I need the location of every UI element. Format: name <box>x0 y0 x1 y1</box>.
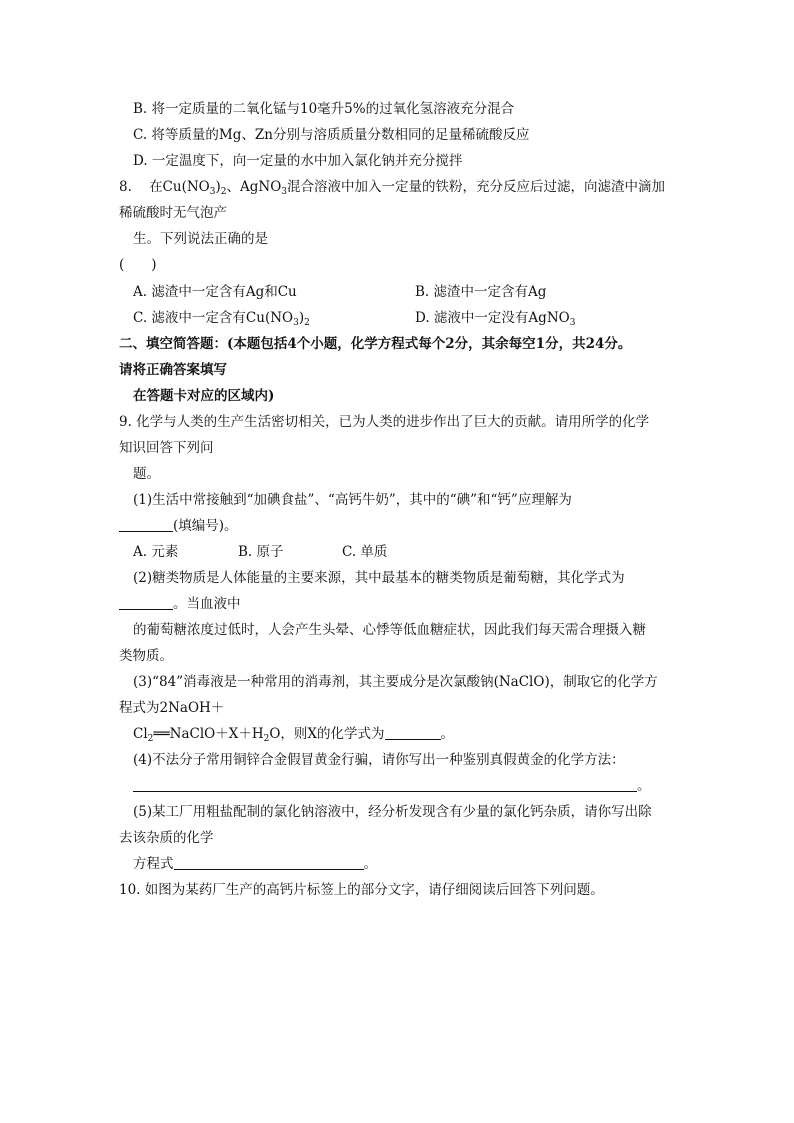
section2-header-line3: 在答题卡对应的区域内) <box>133 388 275 404</box>
q10-stem: 10. 如图为某药厂生产的高钙片标签上的部分文字，请仔细阅读后回答下列问题。 <box>119 882 604 898</box>
q8-option-c: C. 滤液中一定含有$Cu(NO_3)_2$ <box>133 310 310 328</box>
q9-part1-option-a: A. 元素 <box>133 544 179 560</box>
q9-part4-line2: 。 <box>133 777 651 795</box>
q9-part3-line3: $Cl_2══NaClO+X+H_2O$，则X的化学式为 。 <box>133 726 455 744</box>
q8-stem-line3: 生。下列说法正确的是 <box>133 231 268 247</box>
q9-part1-option-b: B. 原子 <box>238 544 284 560</box>
q8-stem-line2: 稀硫酸时无气泡产 <box>119 205 227 221</box>
q8-option-a: A. 滤渣中一定含有Ag和Cu <box>133 284 297 300</box>
q9-part2-line3: 的葡萄糖浓度过低时，人会产生头晕、心悸等低血糖症状，因此我们每天需合理摄入糖 <box>133 622 646 638</box>
q8-option-b: B. 滤渣中一定含有Ag <box>415 284 547 300</box>
q7-option-d: D. 一定温度下，向一定量的水中加入氯化钠并充分搅拌 <box>133 153 463 169</box>
q8-stem-line1: 8. 在$Cu(NO_3)_2$、AgNO$_3$混合溶液中加入一定量的铁粉，充分反应后过滤，向滤渣中滴加 <box>119 179 665 197</box>
q9-part3-line2: 程式为2NaOH＋ <box>119 700 225 716</box>
answer-blank[interactable] <box>119 518 173 532</box>
q9-part5-line3: 方程式 。 <box>133 856 377 872</box>
q9-stem-line2: 知识回答下列问 <box>119 440 214 456</box>
q9-part4-line1: (4)不法分子常用铜锌合金假冒黄金行骗，请你写出一种鉴别真假黄金的化学方法： <box>133 752 625 768</box>
q9-stem-line3: 题。 <box>133 466 160 482</box>
q9-part3-line1: (3)“84”消毒液是一种常用的消毒剂，其主要成分是次氯酸钠(NaClO)，制取它的化学方 <box>133 674 658 690</box>
answer-blank[interactable] <box>385 726 441 740</box>
q9-part2-line4: 类物质。 <box>119 648 173 664</box>
q8-answer-paren: ( ) <box>119 257 157 273</box>
section2-header-line2: 请将正确答案填写 <box>119 362 227 378</box>
answer-blank[interactable] <box>133 778 637 792</box>
q9-stem-line1: 9. 化学与人类的生产生活密切相关，已为人类的进步作出了巨大的贡献。请用所学的化学 <box>119 414 650 430</box>
q9-part5-line1: (5)某工厂用粗盐配制的氯化钠溶液中，经分析发现含有少量的氯化钙杂质，请你写出除 <box>133 804 652 820</box>
q9-part1-line1: (1)生活中常接触到“加碘食盐”、“高钙牛奶”，其中的“碘”和“钙”应理解为 <box>133 492 572 508</box>
q9-part1-line2: (填编号)。 <box>119 517 238 535</box>
q9-part2-line1: (2)糖类物质是人体能量的主要来源，其中最基本的糖类物质是葡萄糖，其化学式为 <box>133 570 625 586</box>
q7-option-b: B. 将一定质量的二氧化锰与10毫升5%的过氧化氢溶液充分混合 <box>133 101 515 117</box>
q8-option-d: D. 滤液中一定没有AgNO$_3$ <box>415 310 576 328</box>
answer-blank[interactable] <box>174 856 364 870</box>
answer-blank[interactable] <box>119 596 173 610</box>
q9-part2-line2: 。当血液中 <box>119 595 241 613</box>
q7-option-c: C. 将等质量的Mg、Zn分别与溶质质量分数相同的足量稀硫酸反应 <box>133 127 530 143</box>
q9-part1-option-c: C. 单质 <box>342 544 388 560</box>
q9-part5-line2: 去该杂质的化学 <box>119 830 214 846</box>
section2-header-line1: 二、填空简答题：(本题包括4个小题，化学方程式每个2分，其余每空1分，共24分。 <box>119 336 632 352</box>
